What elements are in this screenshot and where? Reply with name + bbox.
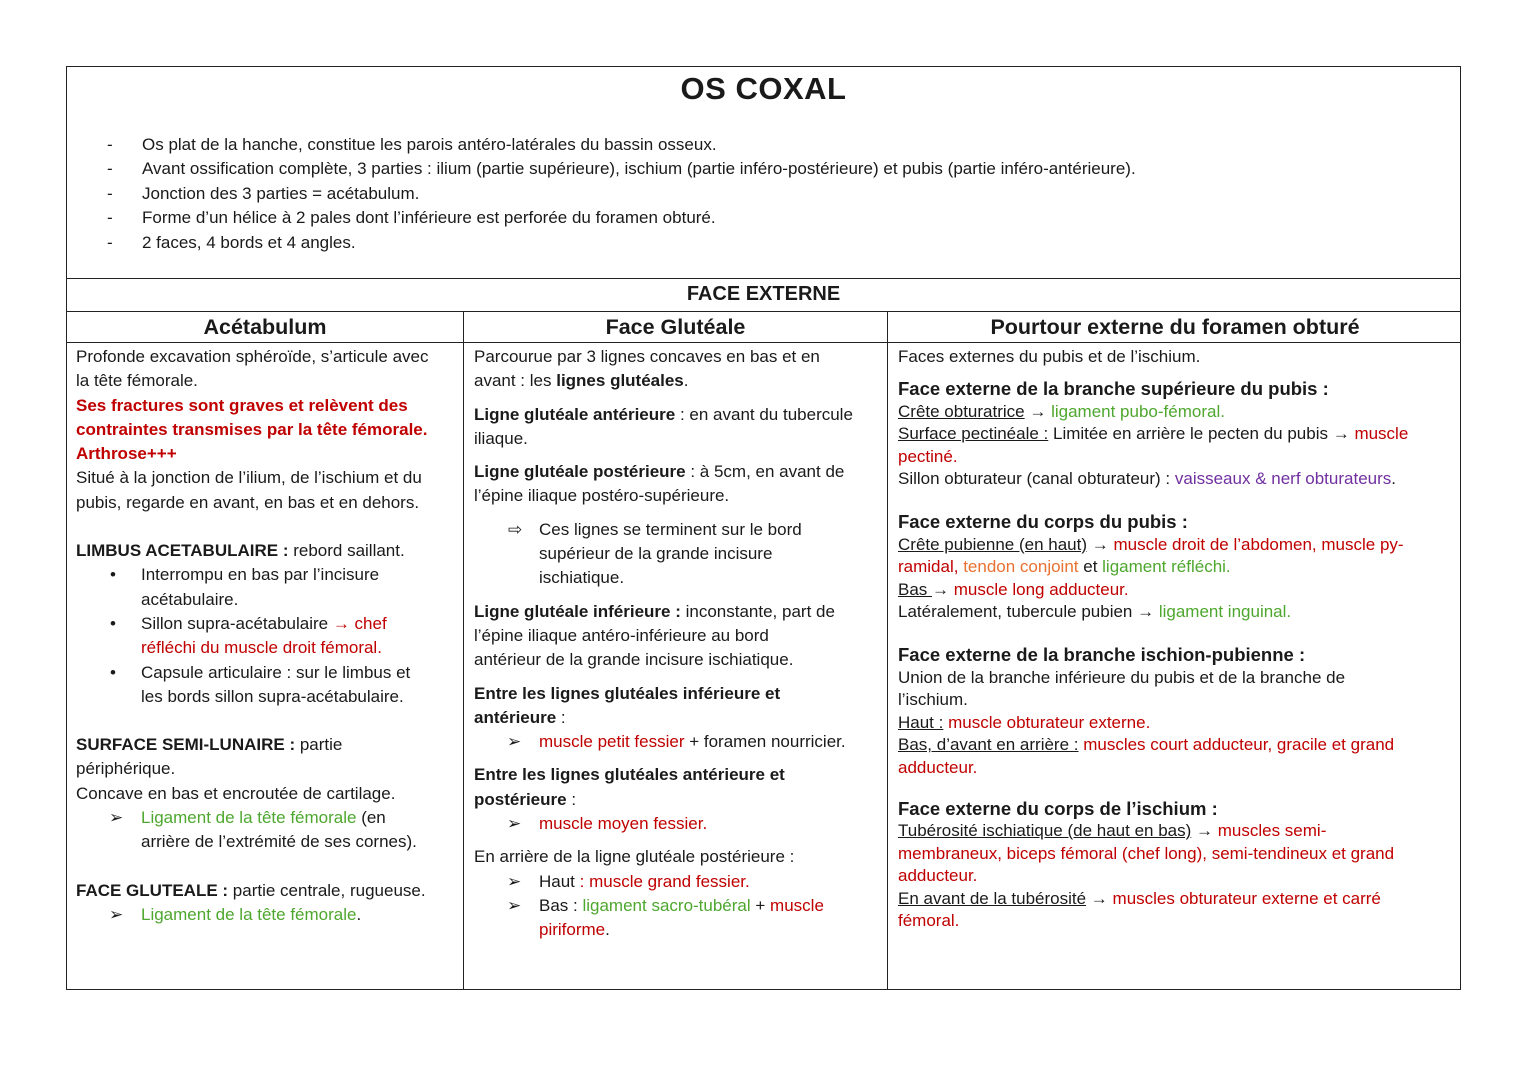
column-face-glutea: Parcourue par 3 lignes concaves en bas et en avant : les lignes glutéales. Ligne glutéale antérieure : en avant du tubercule iliaque. Ligne glutéale postérieure : à 5cm, en avant de l’épine iliaque postéro-supérieure. ⇨ Ces lignes se terminent sur le bord supérieur de la grande incisure ischiatique. Ligne glutéale inférieure : inconstante, part de l’épine iliaque antéro-inférieure au bord antérieur de la grande incisure ischiatique. Entre les lignes glutéales inférieure et antérieure : ➢ muscle petit fessier + foramen nourricier. Entre les lignes glutéales antérieure et postérieure : ➢ muscle moyen fessier. En arrière de la ligne glutéale postérieure : ➢ Haut : muscle grand fessier. ➢ Bas : ligament sacro-tubéral + muscle piriforme.	[474, 345, 884, 943]
bullet-marker: •	[110, 662, 116, 682]
fracture-note: Ses fractures sont graves et relèvent des	[76, 395, 408, 415]
glutea-heading: FACE GLUTEALE : partie centrale, rugueuse.	[76, 880, 426, 900]
subsection-title: Face externe de la branche supérieure du pubis :	[898, 378, 1329, 399]
list-item: • Sillon supra-acétabulaire → chef réfléchi du muscle droit fémoral.	[110, 613, 387, 658]
list-item: • Interrompu en bas par l’incisure acétabulaire.	[110, 565, 380, 609]
list-item: ➢ Ligament de la tête fémorale.	[76, 903, 460, 927]
page-title: OS COXAL	[680, 71, 847, 106]
intro-item: - Jonction des 3 parties = acétabulum.	[107, 182, 1136, 206]
dash-marker: -	[107, 159, 113, 179]
intro-item: - Os plat de la hanche, constitue les parois antéro-latérales du bassin osseux.	[107, 133, 1136, 157]
subsection-title: Face externe de la branche ischion-pubienne :	[898, 643, 1306, 665]
intro-list	[107, 133, 1136, 255]
arrowhead-marker: ➢	[507, 814, 522, 834]
list-item: ➢ muscle moyen fessier.	[474, 812, 884, 836]
arrowhead-marker: ➢	[109, 808, 124, 828]
arrow-right-icon: ⇨	[508, 519, 523, 539]
os-coxal-table	[66, 66, 1461, 990]
heading-foramen: Pourtour externe du foramen obturé	[990, 315, 1360, 339]
divider	[67, 311, 1460, 312]
bullet-marker: •	[110, 613, 116, 633]
heading-acetabulum: Acétabulum	[203, 315, 327, 339]
intro-item: - Forme d’un hélice à 2 pales dont l’inférieure est perforée du foramen obturé.	[107, 206, 1136, 230]
column-divider	[887, 311, 888, 989]
list-item: ➢ Haut : muscle grand fessier.	[474, 870, 884, 894]
dash-marker: -	[107, 208, 113, 228]
list-item: • Capsule articulaire : sur le limbus et les bords sillon supra-acétabulaire.	[110, 662, 411, 706]
dash-marker: -	[107, 232, 113, 252]
column-foramen: Faces externes du pubis et de l’ischium. Face externe de la branche supérieure du pubis : Crête obturatrice → ligament pubo-fémoral. Surface pectinéale : Limitée en arrière le pecten du pubis → muscle pectiné. Sillon obturateur (canal obturateur) : vaisseaux & nerf obturateurs. Face externe du corps du pubis : Crête pubienne (en haut) → muscle droit de l’abdomen, muscle py- ramidal, tendon conjoint et ligament réfléchi. Bas → muscle long adducteur. Latéralement, tubercule pubien → ligament inguinal. Face externe de la branche ischion-pubienne : Union de la branche inférieure du pubis et de la branche de l’ischium. Haut : muscle obturateur externe. Bas, d’avant en arrière : muscles court adducteur, gracile et grand adducteur. Face externe du corps de l’ischium : Tubérosité ischiatique (de haut en bas) → muscles semi- membraneux, biceps fémoral (chef long), semi-tendineux et grand adducteur. En avant de la tubérosité → muscles obturateur externe et carré fémoral.	[898, 345, 1458, 933]
arrowhead-marker: ➢	[507, 732, 522, 752]
bullet-marker: •	[110, 565, 116, 585]
arrowhead-marker: ➢	[109, 904, 124, 924]
column-divider	[463, 311, 464, 989]
limbus-heading: LIMBUS ACETABULAIRE : rebord saillant.	[76, 541, 405, 561]
divider	[67, 278, 1460, 279]
list-item: ➢ muscle petit fessier + foramen nourricier.	[474, 730, 884, 754]
dash-marker: -	[107, 183, 113, 203]
dash-marker: -	[107, 135, 113, 154]
arrowhead-marker: ➢	[507, 871, 522, 891]
list-item: ➢ Bas : ligament sacro-tubéral + muscle piriforme.	[507, 895, 824, 940]
divider	[67, 342, 1460, 343]
subsection-title: Face externe du corps du pubis :	[898, 510, 1188, 532]
list-item: ➢ Ligament de la tête fémorale (en arrière de l’extrémité de ses cornes).	[109, 808, 417, 852]
heading-face-glutea: Face Glutéale	[605, 315, 746, 339]
column-acetabulum: Profonde excavation sphéroïde, s’articule avec la tête fémorale. Ses fractures sont graves et relèvent des contraintes transmises par la tête fémorale. Arthrose+++ Situé à la jonction de l’ilium, de l’ischium et du pubis, regarde en avant, en bas et en dehors. LIMBUS ACETABULAIRE : rebord saillant. • Interrompu en bas par l’incisure acétabulaire. • Sillon supra-acétabulaire → chef réfléchi du muscle droit fémoral. • Capsule articulaire : sur le limbus et les bords sillon supra-acétabulaire. SURFACE SEMI-LUNAIRE : partie périphérique. Concave en bas et encroutée de cartilage. ➢ Ligament de la tête fémorale (en arrière de l’extrémité de ses cornes). FACE GLUTEALE : partie centrale, rugueuse. ➢ Ligament de la tête fémorale.	[76, 345, 460, 927]
intro-item: - Avant ossification complète, 3 parties : ilium (partie supérieure), ischium (partie inféro-postérieure) et pubis (partie inféro-antérieure).	[107, 157, 1136, 181]
arrowhead-marker: ➢	[507, 895, 522, 915]
surface-heading: SURFACE SEMI-LUNAIRE : partie	[76, 735, 343, 755]
intro-item: - 2 faces, 4 bords et 4 angles.	[107, 231, 1136, 255]
section-title: FACE EXTERNE	[686, 283, 841, 305]
subsection-title: Face externe du corps de l’ischium :	[898, 797, 1218, 819]
list-item: ⇨ Ces lignes se terminent sur le bord supérieur de la grande incisure ischiatique.	[508, 519, 802, 588]
